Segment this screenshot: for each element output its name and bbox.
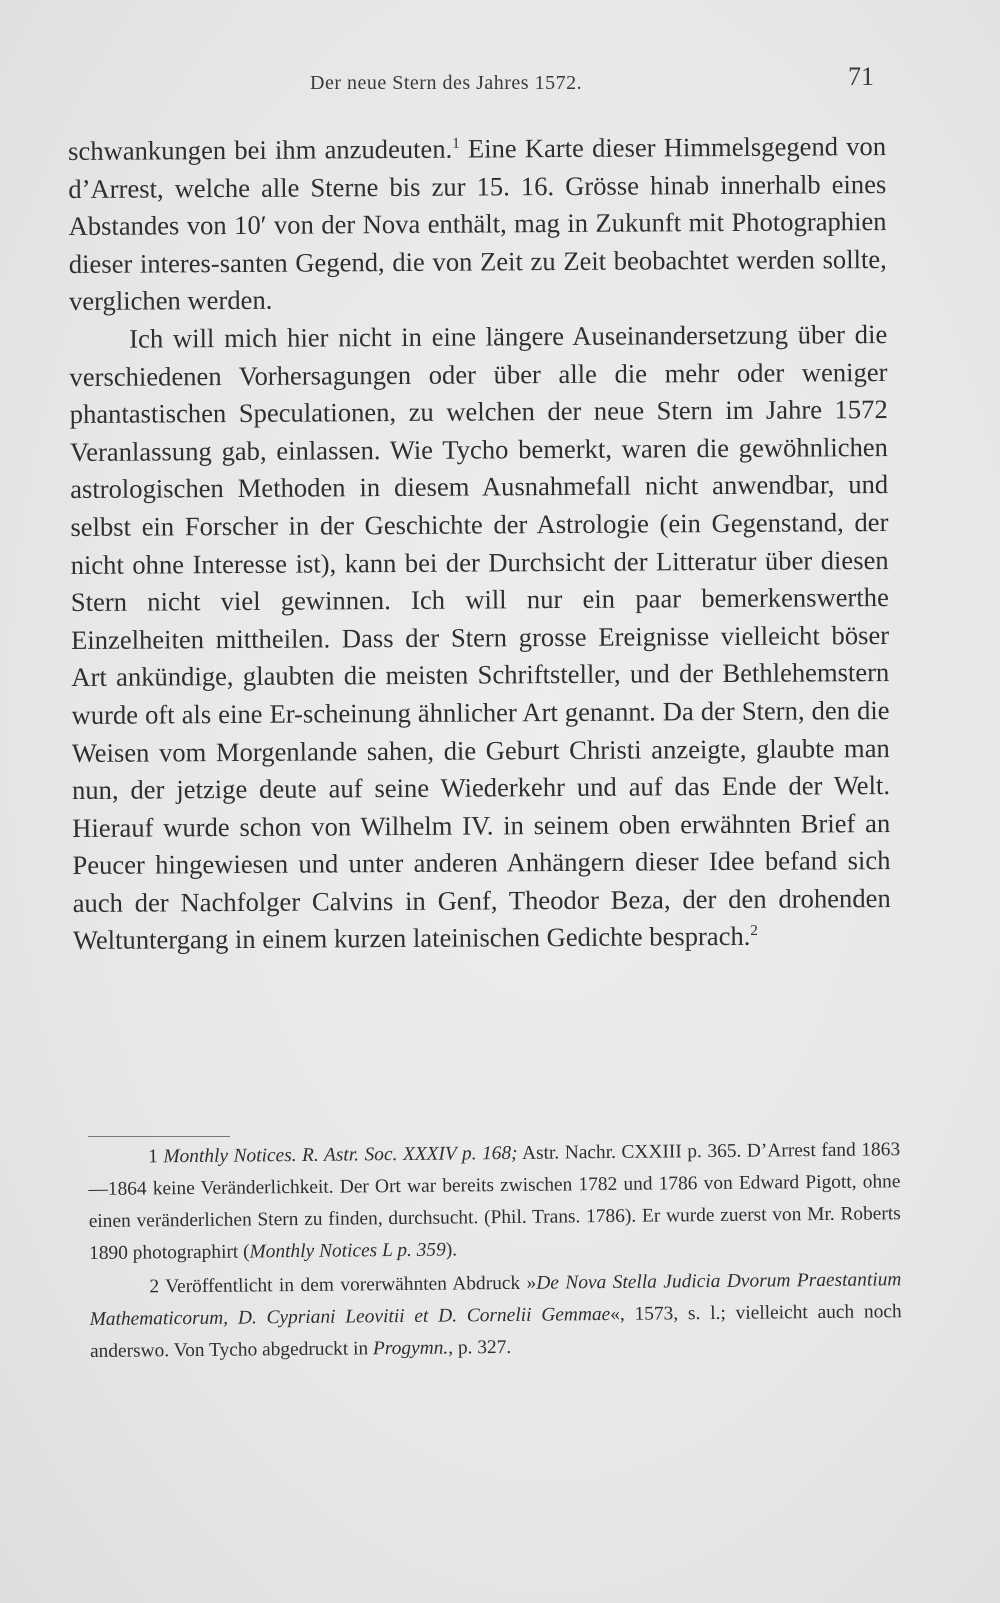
footnote-2-italic-1: De Nova Stella Judicia Dvorum Praestantium Mathematicorum, D. Cypriani Leovitii et D. Cornelii Gemmae <box>89 1269 902 1330</box>
footnote-ref-2: 2 <box>750 923 758 940</box>
paragraph-1-text-after: Eine Karte dieser Himmelsgegend von d’Arrest, welche alle Sterne bis zur 15. 16. Grösse hinab innerhalb eines Abstandes von 10′ von der Nova enthält, mag in Zukunft mit Photographien dieser interes-santen Gegend, die von Zeit zu Zeit beobachtet werden sollte, verglichen werden. <box>68 131 887 317</box>
footnote-2-text-2: «, 1573, s. l.; vielleicht auch noch anderswo. Von Tycho abgedruckt in <box>89 1301 902 1362</box>
paragraph-2-text: Ich will mich hier nicht in eine längere Auseinandersetzung über die verschiedenen Vorhersagungen oder über alle die mehr oder weniger phantastischen Speculationen, zu welchen der neue Stern im Jahre 1572 Veranlassung gab, einlassen. Wie Tycho bemerkt, waren die gewöhnlichen astrologischen Methoden in diesem Ausnahmefall nicht anwendbar, und selbst ein Forscher in der Geschichte der Astrologie (ein Gegenstand, der nicht ohne Interesse ist), kann bei der Durchsicht der Litteratur über diesen Stern nicht viel gewinnen. Ich will nur ein paar bemerkenswerthe Einzelheiten mittheilen. Dass der Stern grosse Ereignisse vielleicht böser Art ankündige, glaubten die meisten Schriftsteller, und der Bethlehemstern wurde oft als eine Er-scheinung ähnlicher Art genannt. Da der Stern, den die Weisen vom Morgenlande sahen, die Geburt Christi anzeigte, glaubte man nun, der jetzige deute auf seine Wiederkehr und auf das Ende der Welt. Hierauf wurde schon von Wilhelm IV. in seinem oben erwähnten Brief an Peucer hingewiesen und unter anderen Anhängern dieser Idee befand sich auch der Nachfolger Calvins in Genf, Theodor Beza, der den drohenden Weltuntergang in einem kurzen lateinischen Gedichte besprach. <box>69 318 891 956</box>
footnote-1 <box>88 1134 901 1270</box>
paragraph-1-text: schwankungen bei ihm anzudeuten. <box>68 133 453 166</box>
page-number: 71 <box>848 62 874 91</box>
paragraph-1 <box>68 128 887 321</box>
footnote-1-text-1: Astr. Nachr. CXXIII p. 365. D’Arrest fand 1863—1864 keine Veränderlichkeit. Der Ort war bereits zwischen 1782 und 1786 von Edward Pigott, ohne einen veränderlichen Stern zu finden, durchsucht. (Phil. Trans. 1786). Er wurde zuerst von Mr. Roberts 1890 photographirt ( <box>88 1139 901 1264</box>
footnote-2-text-3: , p. 327. <box>448 1336 512 1359</box>
footnote-2-text-1: Veröffentlicht in dem vorerwähnten Abdruck » <box>158 1272 537 1298</box>
footnote-divider <box>88 1136 230 1137</box>
footnote-2-marker: 2 <box>149 1276 160 1298</box>
footnotes <box>88 1134 902 1370</box>
footnote-1-marker: 1 <box>148 1146 158 1168</box>
footnote-2 <box>89 1264 902 1368</box>
footnote-1-italic-1: Monthly Notices. R. Astr. Soc. XXXIV p. 168; <box>163 1142 518 1168</box>
running-title: Der neue Stern des Jahres 1572. <box>310 72 583 94</box>
footnote-1-text-2: ). <box>445 1239 458 1261</box>
footnote-1-italic-2: Monthly Notices L p. 359 <box>249 1239 446 1263</box>
paragraph-2 <box>69 316 891 960</box>
main-text <box>68 128 891 960</box>
footnote-ref-1: 1 <box>452 135 460 152</box>
footnote-2-italic-2: Progymn. <box>372 1337 449 1360</box>
